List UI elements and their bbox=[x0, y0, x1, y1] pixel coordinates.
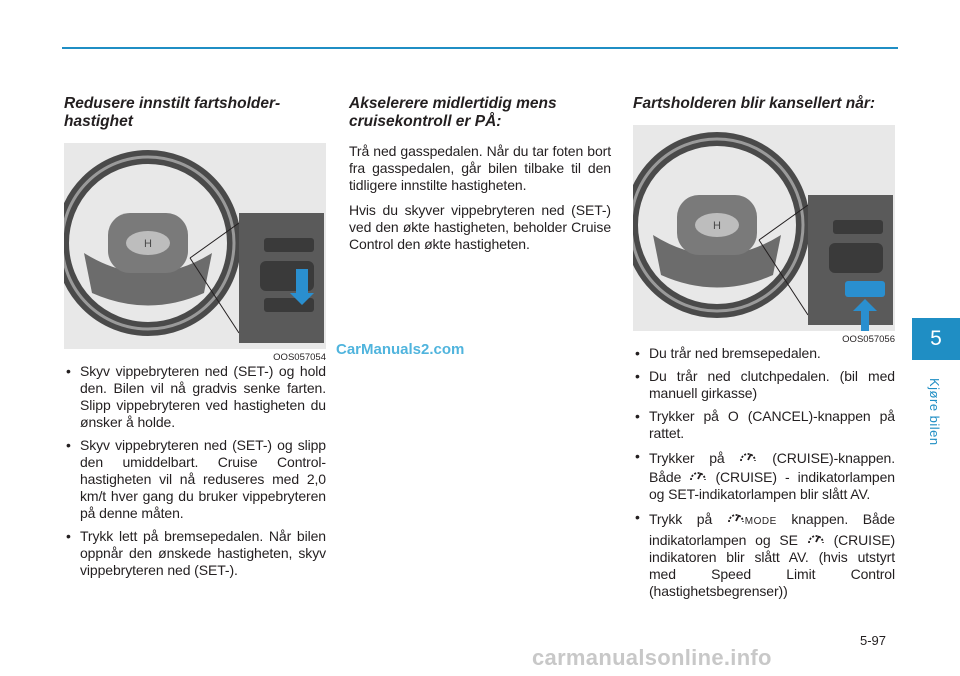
column-middle bbox=[349, 95, 611, 261]
column-left bbox=[64, 95, 326, 585]
list-text: knappen. Både indikatorlampen og SE bbox=[649, 511, 895, 548]
steering-wheel-illustration bbox=[633, 125, 895, 331]
paragraph: Trå ned gasspedalen. Når du tar foten bort fra gasspedalen, går bilen tilbake til den tidligere innstilte hastigheten. bbox=[349, 143, 611, 193]
heading-cancelled: Fartsholderen blir kansellert når: bbox=[633, 95, 876, 112]
list-item: • Skyv vippebryteren ned (SET-) og hold den. Bilen vil nå gradvis senke farten. Slipp vippebryteren ved hastigheten du ønsker å holde. bbox=[64, 363, 326, 431]
list-text: Trykk på bbox=[649, 511, 713, 527]
heading-accelerate: Akselerere midlertidig mens cruisekontroll er PÅ: bbox=[349, 95, 557, 130]
watermark-bottom: carmanualsonline.info bbox=[532, 645, 772, 670]
list-item bbox=[633, 509, 895, 600]
heading-reduce-speed: Redusere innstilt fartsholder-hastighet bbox=[64, 95, 281, 130]
list-text: Trykker på bbox=[649, 450, 725, 466]
watermark-top: CarManuals2.com bbox=[336, 341, 465, 358]
steering-wheel-figure-set-minus bbox=[64, 143, 326, 363]
column-right bbox=[633, 95, 895, 606]
chapter-tab: 5 bbox=[912, 318, 960, 360]
list-item: • Du trår ned clutchpedalen. (bil med manuell girkasse) bbox=[633, 368, 895, 402]
paragraph: Hvis du skyver vippebryteren ned (SET-) ved den økte hastigheten, beholder Cruise Control den økte hastigheten. bbox=[349, 202, 611, 252]
header-rule bbox=[62, 47, 898, 49]
figure-code: OOS057056 bbox=[842, 334, 895, 345]
list-text: (CRUISE) indikatoren blir slått AV. (hvis utstyrt med Speed Limit Control (hastighetsbegrenser)) bbox=[649, 532, 896, 599]
steering-wheel-illustration bbox=[64, 143, 326, 349]
bullet-list-reduce bbox=[64, 363, 326, 579]
steering-wheel-figure-cancel bbox=[633, 125, 895, 345]
list-item: • Du trår ned bremsepedalen. bbox=[633, 345, 895, 362]
cruise-icon bbox=[739, 448, 757, 466]
cruise-icon bbox=[727, 509, 745, 527]
cruise-icon bbox=[807, 530, 825, 548]
list-item: • Skyv vippebryteren ned (SET-) og slipp den umiddelbart. Cruise Control-hastigheten vil nå reduseres med 2,0 km/t hver gang du bruker vippebryteren på denne måten. bbox=[64, 437, 326, 522]
svg-text:H: H bbox=[144, 238, 152, 250]
list-item: • Trykk lett på bremsepedalen. Når bilen oppnår den ønskede hastigheten, skyv vippebryteren ned (SET-). bbox=[64, 528, 326, 579]
mode-label: MODE bbox=[744, 516, 777, 527]
list-item: • Trykker på O (CANCEL)-knappen på rattet. bbox=[633, 408, 895, 442]
list-text: (CRUISE)-knappen. Både bbox=[649, 450, 895, 485]
chapter-title: Kjøre bilen bbox=[927, 378, 942, 446]
list-item bbox=[633, 448, 895, 503]
cruise-icon bbox=[689, 467, 707, 485]
page-number: 5-97 bbox=[860, 633, 887, 648]
bullet-list-cancel bbox=[633, 345, 895, 600]
list-text: (CRUISE) - indikatorlampen og SET-indikatorlampen blir slått AV. bbox=[649, 469, 895, 502]
svg-text:H: H bbox=[713, 220, 721, 232]
figure-code: OOS057054 bbox=[273, 352, 326, 363]
